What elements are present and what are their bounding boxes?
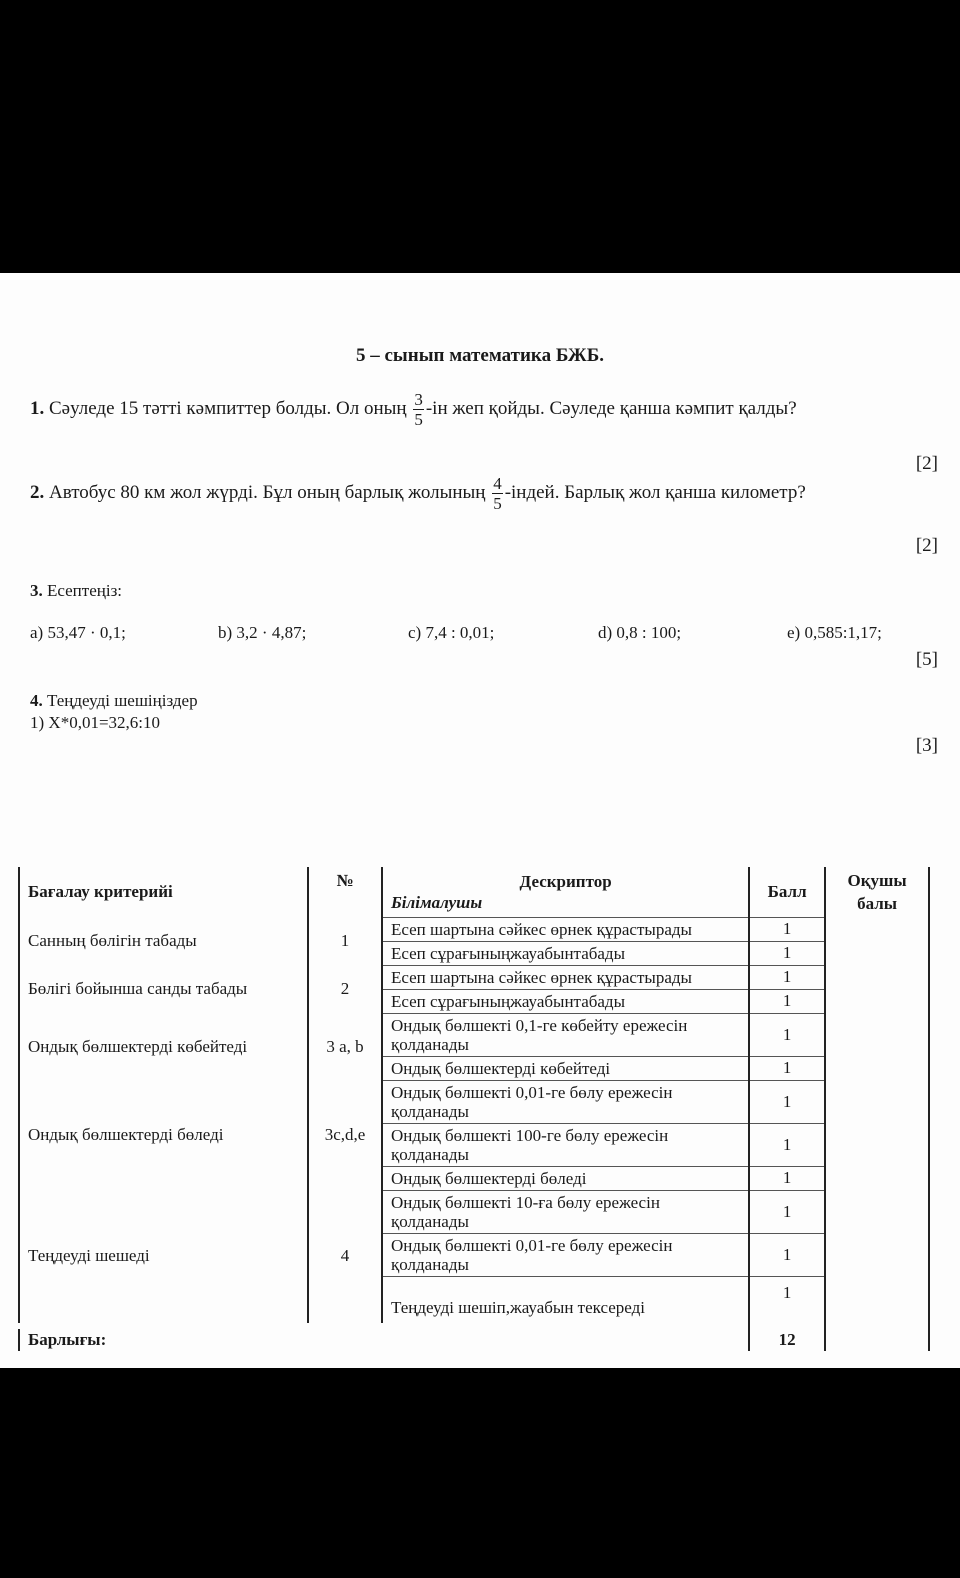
question-1-text-end: -ін жеп қойды. Сәуледе қанша кәмпит қалды?	[425, 397, 797, 419]
header-learner: Білімалушы	[391, 892, 483, 912]
table-row	[19, 1190, 929, 1233]
question-2-points: [2]	[915, 535, 938, 556]
question-3-points: [5]	[915, 649, 938, 670]
score-cell: 1	[749, 1080, 825, 1123]
score-cell: 1	[749, 917, 825, 941]
question-4-number: 4.	[30, 691, 43, 710]
question-3-item-b: b) 3,2 · 4,87;	[218, 623, 307, 642]
score-cell: 1	[749, 1013, 825, 1056]
score-cell: 1	[749, 941, 825, 965]
question-1-number: 1.	[30, 397, 45, 419]
question-4	[30, 691, 198, 711]
header-criteria: Бағалау критерийі	[19, 867, 308, 917]
criteria-cell: Бөлігі бойынша санды табады	[19, 965, 308, 1013]
score-cell: 1	[749, 1276, 825, 1323]
question-3	[30, 581, 122, 601]
criteria-cell: Ондық бөлшектерді көбейтеді	[19, 1013, 308, 1080]
question-1	[30, 390, 797, 429]
question-2	[30, 474, 806, 513]
total-label: Барлығы:	[19, 1329, 308, 1351]
score-cell: 1	[749, 1166, 825, 1190]
question-2-text: Автобус 80 км жол жүрді. Бұл оның барлық жолының	[44, 481, 486, 503]
header-descriptor-cell	[382, 867, 749, 917]
fraction-denominator: 5	[493, 494, 502, 513]
number-cell: 4	[308, 1190, 382, 1323]
descriptor-cell: Теңдеуді шешіп,жауабын тексереді	[382, 1276, 749, 1323]
fraction-3-5	[413, 390, 424, 429]
question-3-number: 3.	[30, 581, 43, 600]
score-cell: 1	[749, 1056, 825, 1080]
table-row	[19, 1013, 929, 1056]
criteria-cell: Санның бөлігін табады	[19, 917, 308, 965]
page-title: 5 – сынып математика БЖБ.	[355, 345, 605, 366]
table-total-row	[19, 1329, 929, 1351]
question-4-points: [3]	[915, 735, 938, 756]
question-3-item-a: a) 53,47 · 0,1;	[30, 623, 126, 642]
header-score: Балл	[749, 867, 825, 917]
number-cell: 2	[308, 965, 382, 1013]
table-row	[19, 1080, 929, 1123]
descriptor-cell: Ондық бөлшекті 0,01-ге бөлу ережесін қолданады	[382, 1080, 749, 1123]
descriptor-cell: Есеп сұрағыныңжауабынтабады	[382, 989, 749, 1013]
score-cell: 1	[749, 1190, 825, 1233]
descriptor-cell: Есеп шартына сәйкес өрнек құрастырады	[382, 917, 749, 941]
question-4-text: Теңдеуді шешіңіздер	[42, 691, 198, 710]
student-score-cell	[825, 917, 929, 1323]
question-3-item-e: e) 0,585:1,17;	[787, 623, 882, 642]
number-cell: 3 a, b	[308, 1013, 382, 1080]
header-student-score: Оқушы балы	[825, 867, 929, 917]
descriptor-cell: Ондық бөлшекті 100-ге бөлу ережесін қолданады	[382, 1123, 749, 1166]
score-cell: 1	[749, 1123, 825, 1166]
fraction-denominator: 5	[414, 410, 423, 429]
question-2-text-end: -індей. Барлық жол қанша километр?	[504, 481, 806, 503]
question-4-item-1: 1) X*0,01=32,6:10	[30, 713, 160, 732]
criteria-cell: Ондық бөлшектерді бөледі	[19, 1080, 308, 1190]
question-1-points: [2]	[915, 453, 938, 474]
number-cell: 3c,d,e	[308, 1080, 382, 1190]
question-3-item-d: d) 0,8 : 100;	[598, 623, 682, 642]
descriptor-cell: Ондық бөлшектерді көбейтеді	[382, 1056, 749, 1080]
descriptor-cell: Есеп шартына сәйкес өрнек құрастырады	[382, 965, 749, 989]
descriptor-cell: Ондық бөлшектерді бөледі	[382, 1166, 749, 1190]
question-3-text: Есептеңіз:	[42, 581, 123, 600]
table-header-row	[19, 867, 929, 917]
criteria-cell: Теңдеуді шешеді	[19, 1190, 308, 1323]
fraction-4-5	[492, 474, 503, 513]
descriptor-cell: Есеп сұрағыныңжауабынтабады	[382, 941, 749, 965]
exam-page	[0, 273, 960, 1368]
fraction-numerator: 3	[414, 390, 423, 409]
number-cell: 1	[308, 917, 382, 965]
question-3-item-c: c) 7,4 : 0,01;	[408, 623, 495, 642]
assessment-table	[18, 867, 930, 1351]
total-score: 12	[749, 1329, 825, 1351]
score-cell: 1	[749, 989, 825, 1013]
question-2-number: 2.	[30, 481, 45, 503]
score-cell: 1	[749, 1233, 825, 1276]
descriptor-cell: Ондық бөлшекті 10-ға бөлу ережесін қолданады	[382, 1190, 749, 1233]
header-number: №	[308, 867, 382, 917]
descriptor-cell: Ондық бөлшекті 0,1-ге көбейту ережесін қолданады	[382, 1013, 749, 1056]
descriptor-cell: Ондық бөлшекті 0,01-ге бөлу ережесін қолданады	[382, 1233, 749, 1276]
table-row	[19, 965, 929, 989]
fraction-numerator: 4	[493, 474, 502, 493]
table-row	[19, 917, 929, 941]
header-descriptor: Дескриптор	[519, 871, 612, 891]
score-cell: 1	[749, 965, 825, 989]
question-1-text: Сәуледе 15 тәтті кәмпиттер болды. Ол оның	[44, 397, 407, 419]
